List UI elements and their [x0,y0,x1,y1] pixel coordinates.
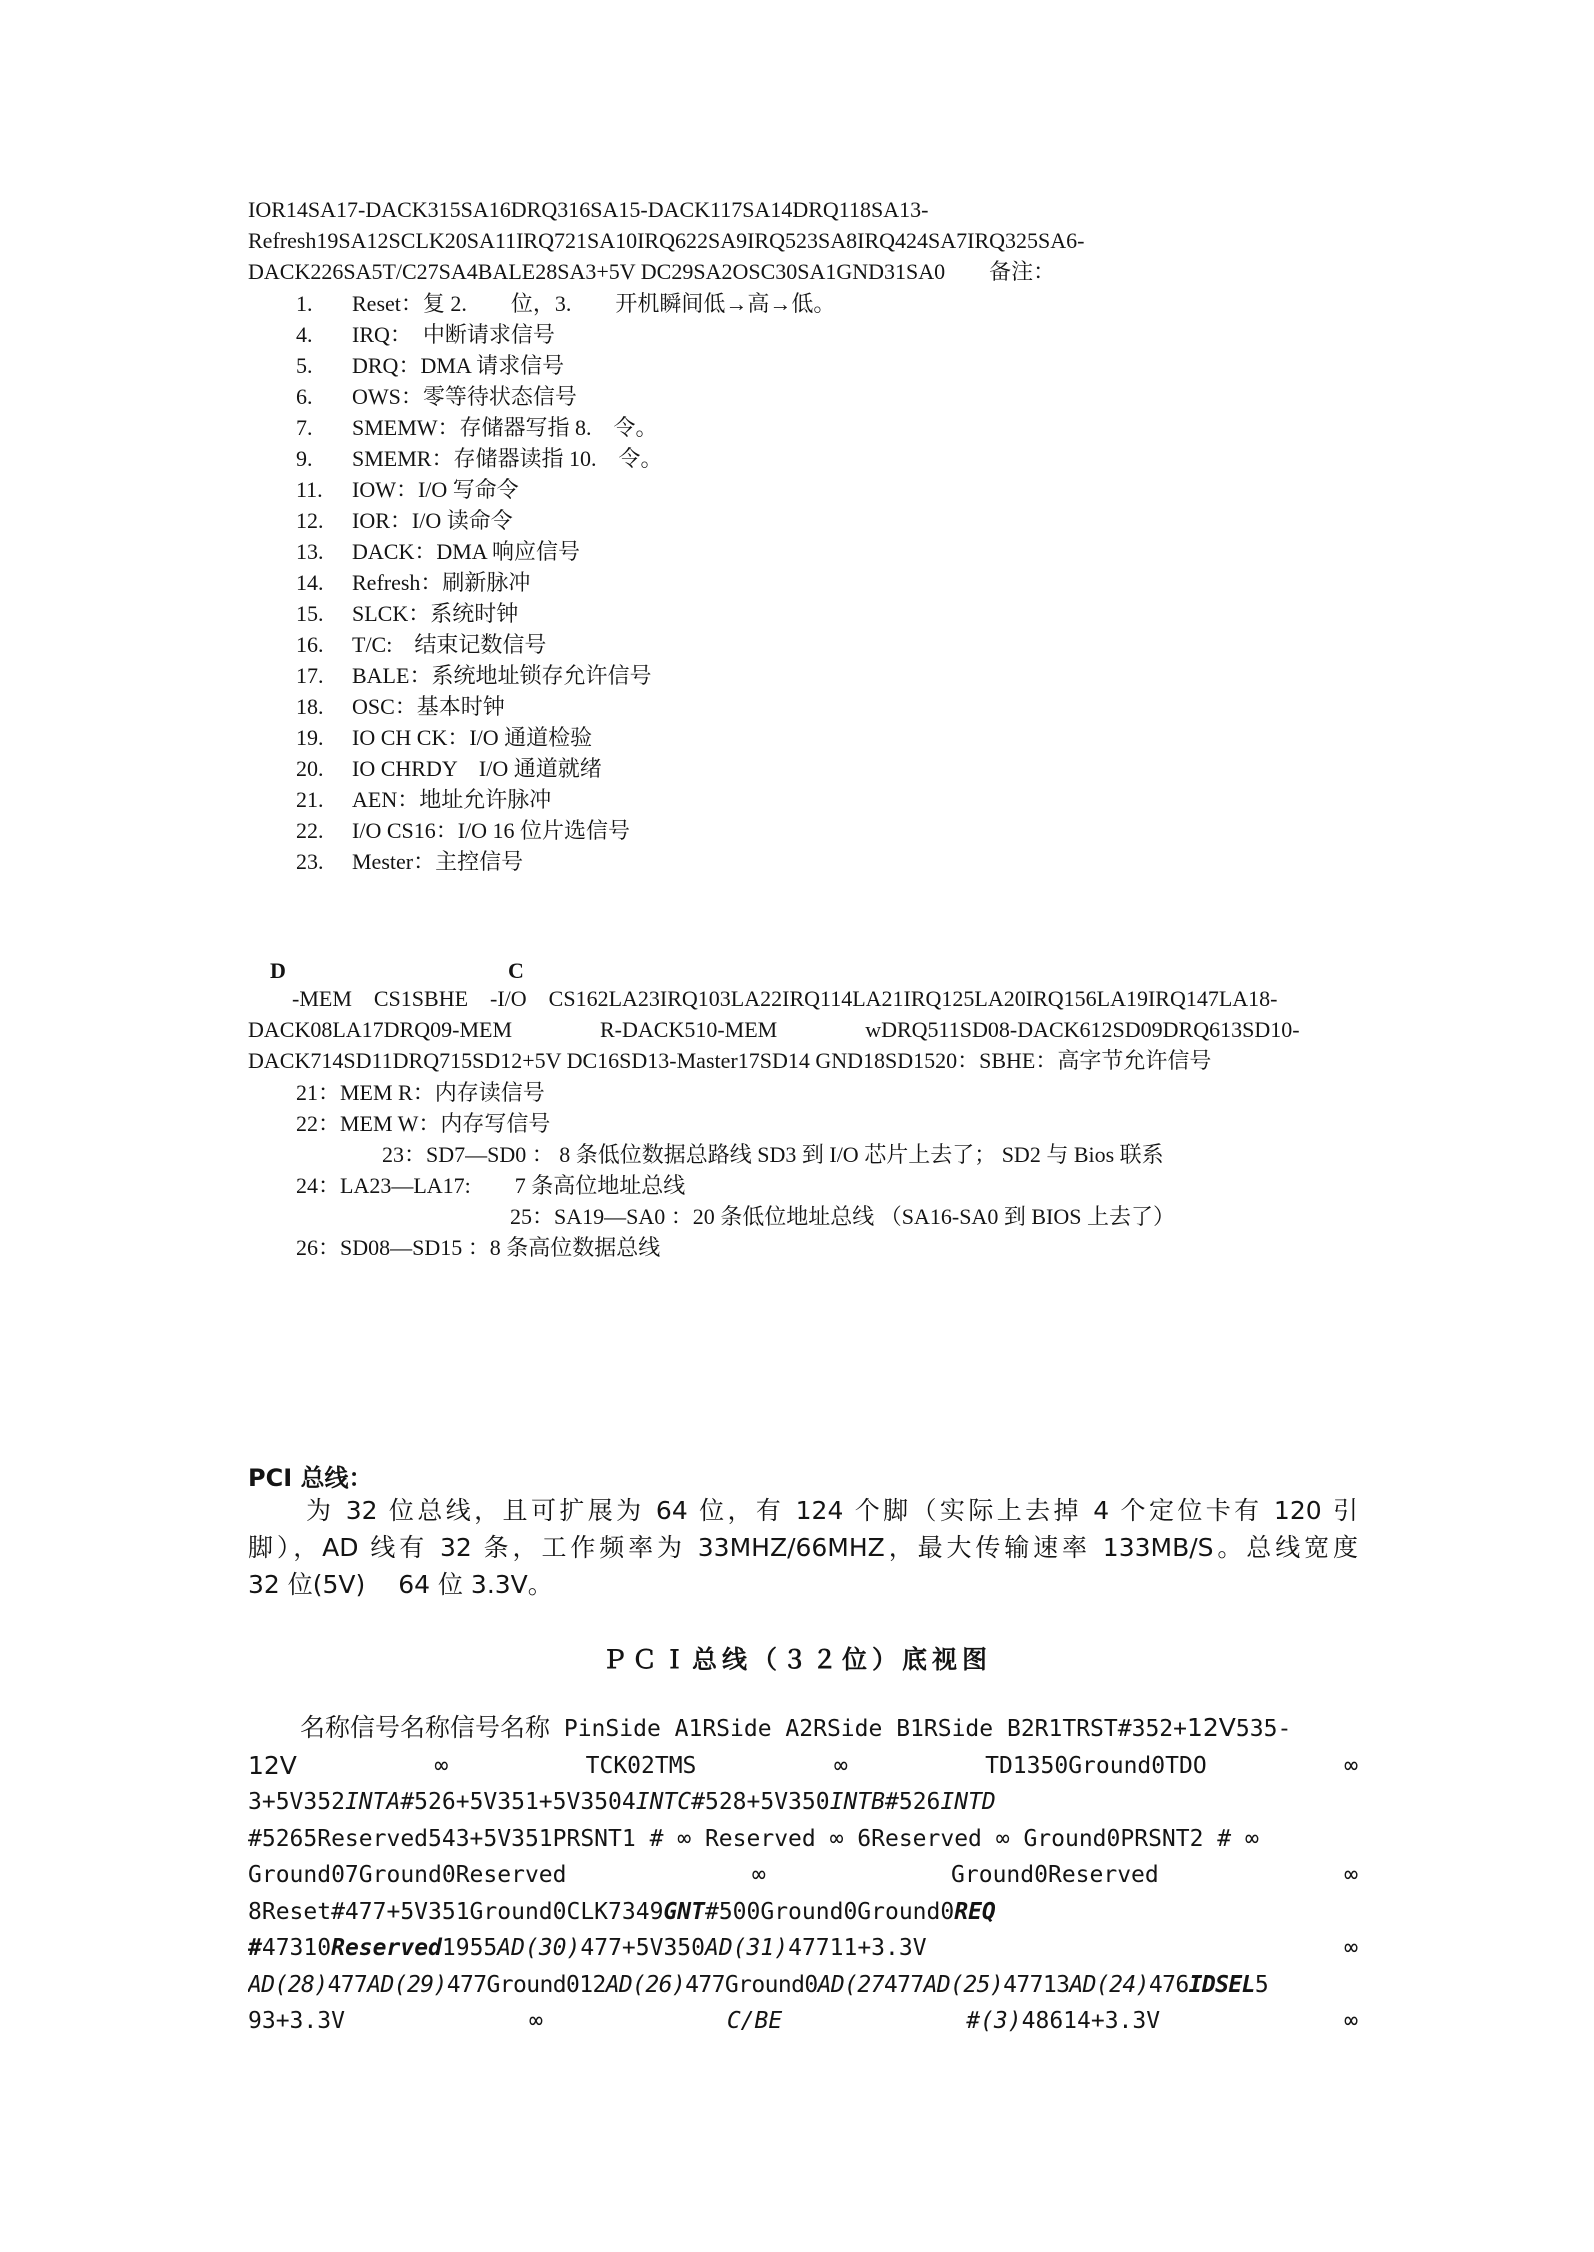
pin-table-text: ∞ [1344,1862,1358,1888]
isa16-line: DACK714SD11DRQ715SD12+5V DC16SD13-Master17SD14 GND18SD1520：SBHE：高字节允许信号 [248,1048,1212,1073]
pin-table-text: TD1350Ground0TDO [985,1752,1207,1779]
pin-table-text: 47713 [1003,1971,1070,1998]
note-number: 19. [296,725,324,750]
note-item [296,319,1196,350]
note-text: IRQ： 中断请求信号 [352,322,555,347]
note-item [296,846,1196,877]
pin-signal-italic: INTD [940,1789,996,1815]
note-number: 16. [296,632,324,657]
pin-table-text: ∞ [833,1752,848,1779]
pin-table-line [248,1967,1358,2004]
signal-note: 22：MEM W：内存写信号 [296,1111,551,1136]
pci-pin-table-text [248,1710,1358,2040]
note-text: IO CH CK：I/O 通道检验 [352,725,593,750]
pin-signal-bold-italic: IDSEL [1188,1971,1255,1998]
pin-table-text: ∞ [1344,1935,1358,1961]
pin-signal-italic: AD(25) [923,1971,1004,1998]
pin-signal-italic: AD(31) [705,1935,789,1961]
pin-table-line [248,1857,1358,1894]
pin-table-segment [248,1930,927,1967]
pin-table-text: 477Ground012 [446,1971,606,1998]
note-item [296,350,1196,381]
pin-table-text: 477Ground0 [685,1971,818,1998]
note-item [296,660,1196,691]
pin-table-text: ∞ [434,1752,449,1779]
isa-line: IOR14SA17-DACK315SA16DRQ316SA15-DACK117SA14DRQ118SA13- [248,197,929,222]
pin-signal-italic: AD(27 [817,1971,884,1998]
pin-signal-bold-italic: Reserved [331,1935,442,1961]
pci-paragraph-line: 脚），AD 线有 32 条，工作频率为 33MHZ/66MHZ，最大传输速率 133MB/S。总线宽度 [248,1533,1358,1562]
pci-paragraph-line: 32 位(5V) 64 位 3.3V。 [248,1570,553,1599]
note-text: Mester：主控信号 [352,849,524,874]
note-text: IOW：I/O 写命令 [352,477,519,502]
pci-section-title: PCI 总线： [248,1464,373,1492]
pin-table-line [248,1710,1358,1748]
note-number: 4. [296,322,313,347]
pin-signal-italic: INTA [344,1789,401,1815]
note-number: 14. [296,570,324,595]
note-number: 13. [296,539,324,564]
pin-table-text: Ground0Reserved [951,1862,1159,1888]
note-text: I/O CS16：I/O 16 位片选信号 [352,818,631,843]
pin-table-line [248,1784,1358,1821]
note-item [296,381,1196,412]
pci-description [248,1492,1358,1603]
note-item [296,536,1196,567]
note-text: IO CHRDY I/O 通道就绪 [352,756,602,781]
pin-table-text: #500Ground0Ground0 [704,1898,955,1925]
pin-table-line: #5265Reserved543+5V351PRSNT1 # ∞ Reserved ∞ 6Reserved ∞ Ground0PRSNT2 # ∞ [248,1825,1259,1852]
note-text: SMEMR：存储器读指 10. 令。 [352,446,663,471]
pin-table-text: ∞ [1344,2008,1358,2034]
pin-table-text: 48614+3.3V [1021,2008,1161,2034]
note-text: SMEMW：存储器写指 8. 令。 [352,415,658,440]
slot-side-label-d: D [270,958,286,983]
note-text: T/C: 结束记数信号 [352,632,547,657]
pin-table-text: #526 [885,1789,941,1815]
note-item [296,567,1196,598]
pin-signal-bold-italic: # [248,1935,262,1961]
note-text: OSC：基本时钟 [352,694,505,719]
pin-table-text: 3+5V352 [248,1789,345,1815]
note-number: 6. [296,384,313,409]
pin-table-text: #528+5V350 [691,1789,830,1815]
pin-signal-italic: AD(30) [497,1935,581,1961]
note-item [296,629,1196,660]
pin-table-text: 535- [1235,1716,1292,1742]
pin-signal-italic: AD(28) [248,1971,328,1998]
note-text: OWS：零等待状态信号 [352,384,577,409]
note-item [296,412,1196,443]
pin-table-line [248,1894,1358,1931]
pin-table-text: ∞ [1344,1752,1358,1779]
pin-signal-bold-italic: GNT [663,1898,705,1925]
note-text: IOR：I/O 读命令 [352,508,513,533]
pin-table-text: Ground07Ground0Reserved [248,1862,567,1888]
isa-line: Refresh19SA12SCLK20SA11IRQ721SA10IRQ622SA9IRQ523SA8IRQ424SA7IRQ325SA6- [248,228,1085,253]
note-item [296,288,1196,319]
note-item [296,691,1196,722]
slot-side-label-c: C [508,958,524,983]
note-item [296,598,1196,629]
note-number: 11. [296,477,323,502]
isa16-pin-block [248,983,1358,1076]
note-number: 17. [296,663,324,688]
note-number: 15. [296,601,324,626]
pin-table-line [248,2003,1358,2040]
note-text: BALE：系统地址锁存允许信号 [352,663,652,688]
pin-table-text: 8Reset#477+5V351Ground0CLK7349 [248,1898,664,1925]
signal-note: 26：SD08—SD15 ：8 条高位数据总线 [296,1235,661,1260]
note-text: SLCK：系统时钟 [352,601,519,626]
signal-note: 25：SA19—SA0 ：20 条低位地址总线 （SA16-SA0 到 BIOS 上去了） [510,1204,1175,1229]
note-number: 21. [296,787,324,812]
pin-signal-italic: #(3) [966,2008,1022,2034]
signal-note: 23：SD7—SD0 ： 8 条低位数据总路线 SD3 到 I/O 芯片上去了； SD2 与 Bios 联系 [382,1142,1164,1167]
note-item [296,505,1196,536]
pin-signal-italic: INTB [829,1789,885,1815]
isa16-line: DACK08LA17DRQ09-MEM R-DACK510-MEM wDRQ511SD08-DACK612SD09DRQ613SD10- [248,1017,1300,1042]
note-number: 7. [296,415,313,440]
note-number: 23. [296,849,324,874]
pin-signal-italic: AD(29) [367,1971,447,1998]
notes-list [296,288,1196,877]
note-number: 5. [296,353,313,378]
pci-paragraph-line: 为 32 位总线，且可扩展为 64 位，有 124 个脚（实际上去掉 4 个定位卡有 120 引 [306,1496,1358,1525]
pin-table-text: ∞ [751,1862,766,1888]
note-number: 22. [296,818,324,843]
pin-table-line [248,1930,1358,1967]
pin-table-text: 476 [1148,1971,1189,1998]
note-number: 9. [296,446,313,471]
note-item [296,784,1196,815]
pin-table-text: 93+3.3V [248,2008,345,2034]
note-text: DRQ：DMA 请求信号 [352,353,565,378]
isa-pin-block [248,194,1358,287]
pin-signal-italic: AD(26) [605,1971,686,1998]
note-item [296,722,1196,753]
pin-table-header: 名称信号名称信号名称 [300,1713,551,1742]
pin-signal-bold-italic: REQ [954,1898,996,1925]
note-text: DACK：DMA 响应信号 [352,539,580,564]
pin-table-text: TCK02TMS [585,1752,697,1779]
note-text: Refresh：刷新脉冲 [352,570,531,595]
pin-table-line [248,1748,1358,1785]
pin-table-text: 477 [327,1971,368,1998]
note-number: 1. [296,291,313,316]
note-number: 20. [296,756,324,781]
pin-table-text: 47711+3.3V [788,1935,927,1961]
pin-table-text: #526+5V351+5V3504 [400,1789,636,1815]
note-text: AEN：地址允许脉冲 [352,787,552,812]
pci-figure-title: ＰＣＩ总线（３２位）底视图 [601,1645,992,1674]
pin-table-text: PinSide A1RSide A2RSide B1RSide B2R1TRST#352+ [550,1716,1187,1742]
note-item [296,474,1196,505]
pin-table-text: 47310 [261,1935,332,1961]
note-item [296,815,1196,846]
signal-note: 24：LA23—LA17: 7 条高位地址总线 [296,1173,686,1198]
note-item [296,753,1196,784]
signal-note: 21：MEM R：内存读信号 [296,1080,545,1105]
note-number: 12. [296,508,324,533]
pin-table-text: 5 [1254,1971,1269,1998]
pin-table-text: 12V [1187,1713,1236,1742]
pin-table-text: 12V [248,1750,297,1780]
pin-table-text: ∞ [528,2008,543,2034]
note-number: 18. [296,694,324,719]
note-text: Reset：复 2. 位，3. 开机瞬间低→高→低。 [352,291,836,316]
pin-table-text: 477 [883,1971,924,1998]
pin-table-text: 477+5V350 [580,1935,705,1961]
pin-signal-italic: INTC [635,1789,692,1815]
pin-signal-italic: AD(24) [1069,1971,1149,1998]
isa-line: DACK226SA5T/C27SA4BALE28SA3+5V DC29SA2OSC30SA1GND31SA0 备注： [248,259,1056,284]
isa16-line: -MEM CS1SBHE -I/O CS162LA23IRQ103LA22IRQ114LA21IRQ125LA20IRQ156LA19IRQ147LA18- [292,986,1278,1011]
pin-signal-italic: C/BE [726,2008,783,2034]
note-item [296,443,1196,474]
pin-table-segment [966,2003,1160,2040]
pin-table-text: 1955 [441,1935,498,1961]
